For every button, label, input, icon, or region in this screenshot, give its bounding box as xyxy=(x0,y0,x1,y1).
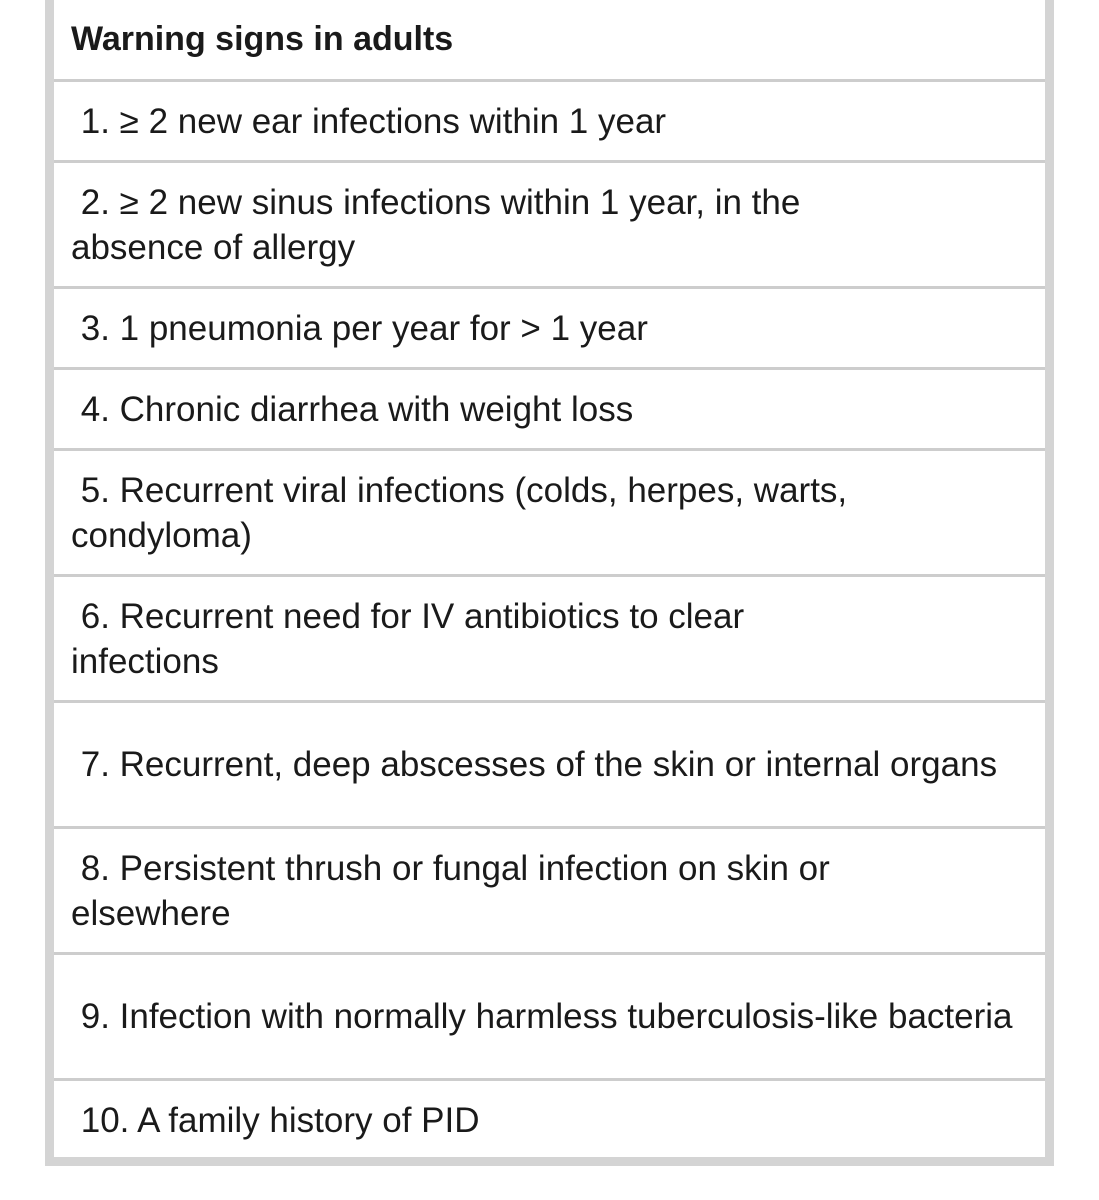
table-row xyxy=(54,82,1045,163)
table-row xyxy=(54,955,1045,1081)
table-row xyxy=(54,163,1045,289)
table-row xyxy=(54,370,1045,451)
warning-sign-8: 8. Persistent thrush or fungal infection on skin or elsewhere xyxy=(71,848,840,933)
warning-sign-2: 2. ≥ 2 new sinus infections within 1 year, in the absence of allergy xyxy=(71,182,811,267)
warning-sign-3: 3. 1 pneumonia per year for > 1 year xyxy=(71,308,648,348)
warning-sign-1: 1. ≥ 2 new ear infections within 1 year xyxy=(71,101,667,141)
table-row xyxy=(54,1081,1045,1159)
table-header xyxy=(54,0,1045,82)
warning-sign-4: 4. Chronic diarrhea with weight loss xyxy=(71,389,634,429)
table-row xyxy=(54,451,1045,577)
table-header-label: Warning signs in adults xyxy=(71,20,454,58)
warning-sign-5: 5. Recurrent viral infections (colds, herpes, warts, condyloma) xyxy=(71,470,857,555)
table-row xyxy=(54,703,1045,829)
table-row xyxy=(54,577,1045,703)
warning-sign-10: 10. A family history of PID xyxy=(71,1100,480,1140)
warning-sign-9: 9. Infection with normally harmless tuberculosis-like bacteria xyxy=(71,997,1013,1036)
table-row xyxy=(54,289,1045,370)
warning-sign-6: 6. Recurrent need for IV antibiotics to clear infections xyxy=(71,596,754,681)
warning-signs-table xyxy=(45,0,1054,1166)
table-row xyxy=(54,829,1045,955)
warning-sign-7: 7. Recurrent, deep abscesses of the skin or internal organs xyxy=(71,745,998,784)
